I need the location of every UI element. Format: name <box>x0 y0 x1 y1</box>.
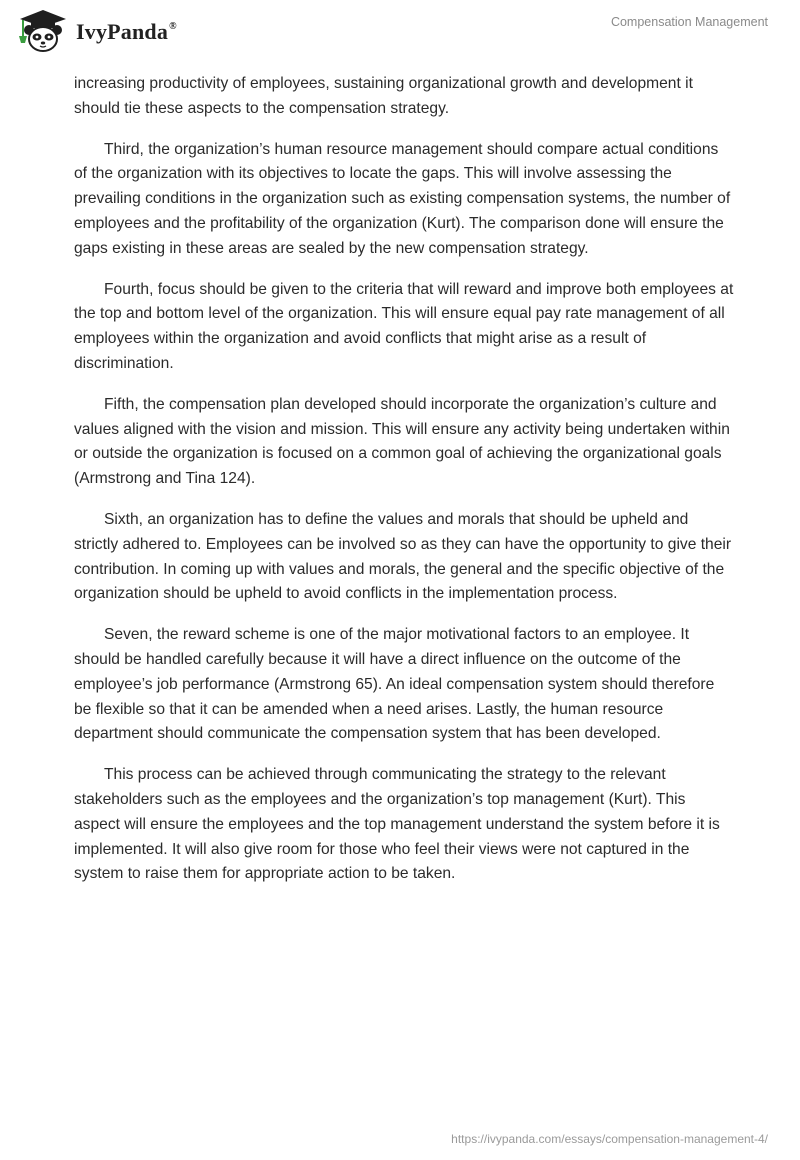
paragraph: Fifth, the compensation plan developed should incorporate the organization’s culture and values aligned with the vision and mission. This will ensure any activity being undertaken within or outside the organization is focused on a common goal of achieving the organizational goals (Armstrong and Tina 124). <box>74 395 730 488</box>
registered-mark: ® <box>169 20 177 32</box>
paragraph-continuation: increasing productivity of employees, sustaining organizational growth and development it should tie these aspects to the compensation strategy. <box>74 75 693 117</box>
paragraph: Sixth, an organization has to define the values and morals that should be upheld and strictly adhered to. Employees can be involved so as they can have the opportunity to give their contribution. In coming up with values and morals, the general and the specific objective of the organization should be upheld to avoid conflicts in the implementation process. <box>74 510 732 603</box>
essay-body <box>74 72 734 903</box>
logo[interactable] <box>14 8 177 54</box>
document-title: Compensation Management <box>610 15 768 29</box>
page-header <box>0 0 800 70</box>
brand-name: IvyPanda® <box>76 19 177 44</box>
source-url[interactable]: https://ivypanda.com/essays/compensation-management-4/ <box>451 1132 768 1146</box>
paragraph: Seven, the reward scheme is one of the major motivational factors to an employee. It should be handled carefully because it will have a direct influence on the outcome of the employee’s job performance (Armstrong 65). An ideal compensation system should therefore be flexible so that it can be amended when a need arises. Lastly, the human resource department should communicate the compensation system that has been developed. <box>74 626 715 743</box>
panda-graduate-icon <box>14 8 70 54</box>
paragraph: Third, the organization’s human resource management should compare actual conditions of the organization with its objectives to locate the gaps. This will involve assessing the prevailing conditions in the organization such as existing compensation systems, the number of employees and the profitability of the organization (Kurt). The comparison done will ensure the gaps existing in these areas are sealed by the new compensation strategy. <box>74 140 731 257</box>
paragraph: This process can be achieved through communicating the strategy to the relevant stakeholders such as the employees and the organization’s top management (Kurt). This aspect will ensure the employees and the top management understand the system before it is implemented. It will also give room for those who feel their views were not captured in the system to raise them for appropriate action to be taken. <box>74 766 720 883</box>
paragraph: Fourth, focus should be given to the criteria that will reward and improve both employees at the top and bottom level of the organization. This will ensure equal pay rate management of all employees within the organization and avoid conflicts that might arise as a result of discrimination. <box>74 280 734 372</box>
